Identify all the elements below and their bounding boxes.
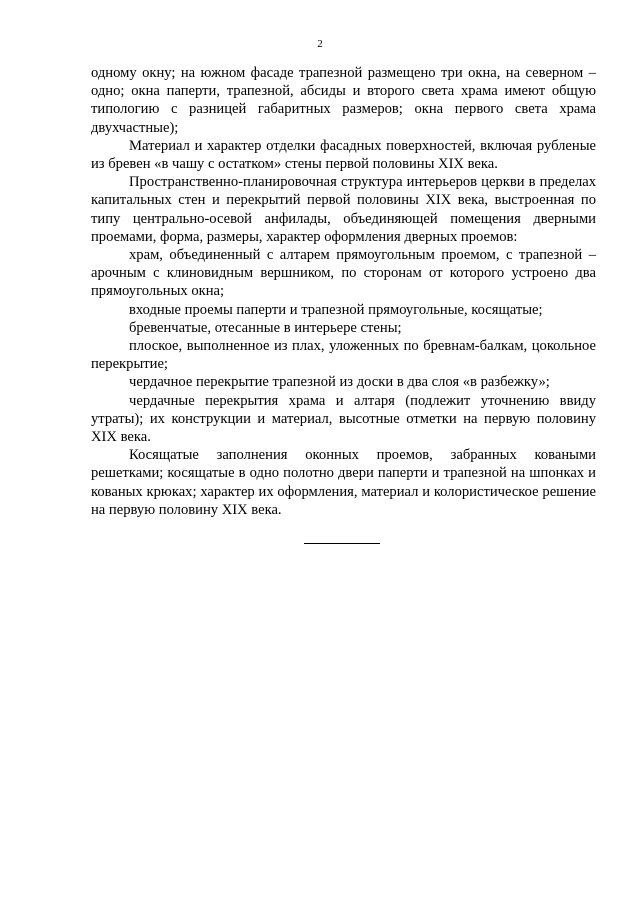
list-item-basement-ceiling: плоское, выполненное из плах, уложенных по бревнам-балкам, цокольное перекрытие; [91, 338, 596, 373]
list-item-entrance-openings: входные проемы паперти и трапезной прямоугольные, косящатые; [129, 301, 543, 318]
end-rule [304, 543, 380, 544]
list-item-temple-openings: храм, объединенный с алтарем прямоугольным проемом, с трапезной – арочным с клиновидным вершником, по сторонам от которого устроено два прямоугольных окна; [91, 247, 596, 300]
paragraph-facade-finish: Материал и характер отделки фасадных поверхностей, включая рубленые из бревен «в чашу с остатком» стены первой половины XIX века. [91, 137, 596, 173]
list-item-refectory-attic: чердачное перекрытие трапезной из доски в два слоя «в разбежку»; [129, 374, 550, 391]
list-item-log-walls: бревенчатые, отесанные в интерьере стены; [129, 319, 402, 336]
document-body [91, 64, 596, 519]
paragraph-interior-structure: Пространственно-планировочная структура интерьеров церкви в пределах капитальных стен и перекрытий первой половины XIX века, выстроенная по типу центрально-осевой анфилады, объединяющей помещения дверными проемами, форма, размеры, характер оформления дверных проемов: [91, 174, 596, 245]
paragraph-window-door-fillings: Косящатые заполнения оконных проемов, забранных коваными решетками; косящатые в одно полотно двери паперти и трапезной на шпонках и кованых крюках; характер их оформления, материал и колористическое решение на первую половину XIX века. [91, 447, 596, 518]
list-item-temple-attic: чердачные перекрытия храма и алтаря (подлежит уточнению ввиду утраты); их конструкции и материал, высотные отметки на первую половину XIX века. [91, 392, 596, 446]
paragraph-continuation: одному окну; на южном фасаде трапезной размещено три окна, на северном – одно; окна паперти, трапезной, абсиды и второго света храма имеют общую типологию с разницей габаритных размеров; окна первого света храма двухчастные); [91, 65, 596, 136]
page-number: 2 [317, 38, 323, 50]
